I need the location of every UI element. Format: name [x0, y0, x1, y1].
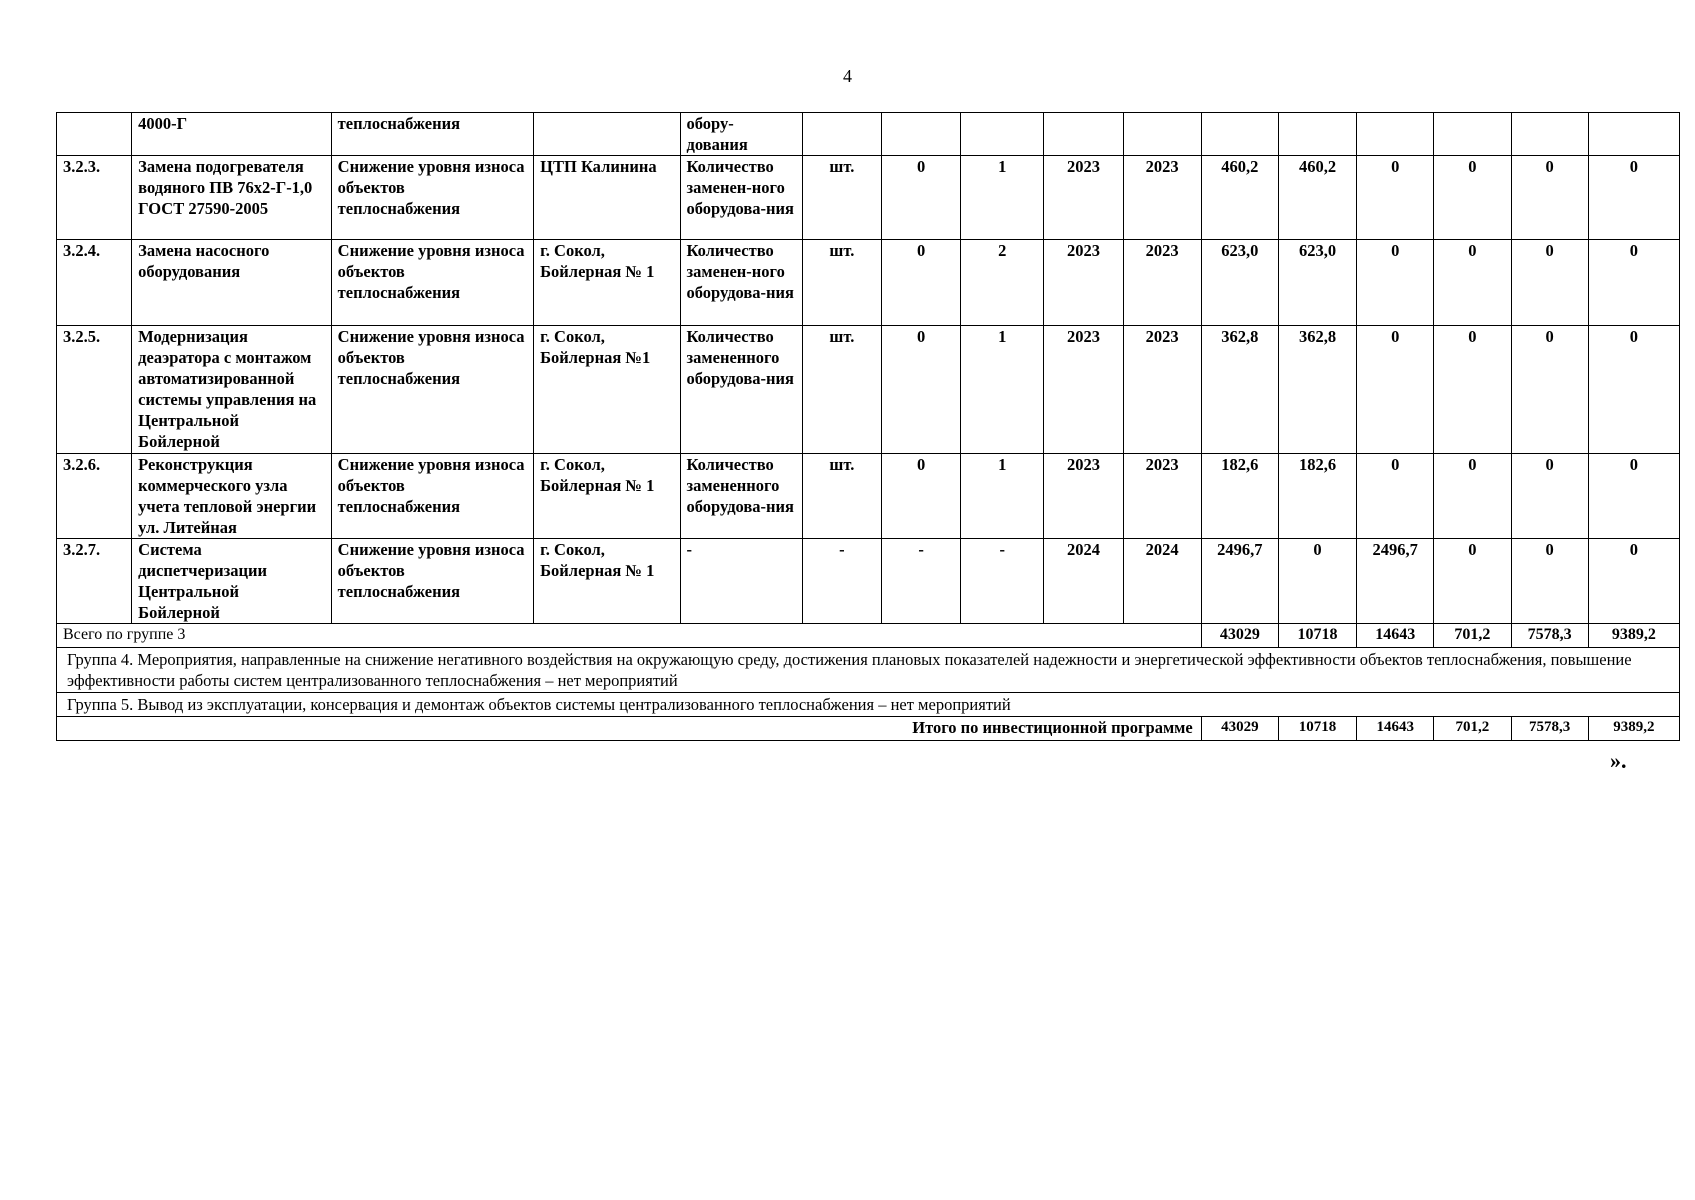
group4-row-text: Группа 4. Мероприятия, направленные на снижение негативного воздействия на окружающую среду, достижения плановых показателей надежности и энергетической эффективности объектов теплоснабжения, повышение эффективности работы систем централизованного теплоснабжения – нет мероприятий — [57, 648, 1680, 693]
cell-v4: 0 — [1511, 454, 1588, 539]
cell-empty — [802, 113, 881, 156]
cell-unit: шт. — [802, 454, 881, 539]
cell-qty-after: 1 — [961, 454, 1044, 539]
cell-empty — [1511, 113, 1588, 156]
cell-empty — [1588, 113, 1679, 156]
cell-goal: Снижение уровня износа объектов теплоснабжения — [331, 454, 533, 539]
cell-v4: 0 — [1511, 156, 1588, 240]
grand-total-row-label: Итого по инвестиционной программе — [57, 717, 1202, 741]
cell-v1: 0 — [1278, 539, 1356, 624]
cell-goal: Снижение уровня износа объектов теплоснабжения — [331, 539, 533, 624]
cell-name: Реконструкция коммерческого узла учета тепловой энергии ул. Литейная — [132, 454, 331, 539]
cell-place: г. Сокол, Бойлерная №1 — [534, 326, 680, 454]
cell-goal: Снижение уровня износа объектов теплоснабжения — [331, 326, 533, 454]
cell-name: 4000-Г — [132, 113, 331, 156]
cell-year-end: 2023 — [1123, 326, 1201, 454]
cell-v3: 0 — [1434, 156, 1511, 240]
cell-year-start: 2024 — [1044, 539, 1123, 624]
investment-program-table — [56, 112, 1680, 741]
cell-empty — [1123, 113, 1201, 156]
cell-v4: 0 — [1511, 240, 1588, 326]
table-row-continuation — [57, 113, 1680, 156]
cell-name: Замена подогревателя водяного ПВ 76х2-Г-1,0 ГОСТ 27590-2005 — [132, 156, 331, 240]
group3-total-row-v4: 7578,3 — [1511, 624, 1588, 648]
cell-v-total: 460,2 — [1201, 156, 1278, 240]
group3-total-row-v3: 701,2 — [1434, 624, 1511, 648]
cell-v2: 0 — [1357, 454, 1434, 539]
group3-total-row-v-total: 43029 — [1201, 624, 1278, 648]
cell-indicator: Количество заменен-ного оборудова-ния — [680, 240, 802, 326]
cell-qty-before: 0 — [881, 454, 960, 539]
cell-v2: 0 — [1357, 240, 1434, 326]
cell-empty — [1278, 113, 1356, 156]
cell-qty-after: 1 — [961, 156, 1044, 240]
cell-year-start: 2023 — [1044, 454, 1123, 539]
group5-row-text: Группа 5. Вывод из эксплуатации, консервация и демонтаж объектов системы централизованного теплоснабжения – нет мероприятий — [57, 693, 1680, 717]
grand-total-row-v2: 14643 — [1357, 717, 1434, 741]
closing-quote: ». — [1610, 748, 1627, 773]
cell-unit: шт. — [802, 240, 881, 326]
cell-name: Замена насосного оборудования — [132, 240, 331, 326]
cell-qty-after: 2 — [961, 240, 1044, 326]
cell-year-end: 2024 — [1123, 539, 1201, 624]
cell-unit: шт. — [802, 326, 881, 454]
cell-v3: 0 — [1434, 454, 1511, 539]
cell-year-start: 2023 — [1044, 240, 1123, 326]
group3-total-row-v1: 10718 — [1278, 624, 1356, 648]
cell-v5: 0 — [1588, 326, 1679, 454]
cell-empty — [1044, 113, 1123, 156]
cell-qty-before: 0 — [881, 156, 960, 240]
cell-year-end: 2023 — [1123, 240, 1201, 326]
cell-unit: шт. — [802, 156, 881, 240]
cell-v5: 0 — [1588, 156, 1679, 240]
cell-place: г. Сокол, Бойлерная № 1 — [534, 454, 680, 539]
cell-place: ЦТП Калинина — [534, 156, 680, 240]
cell-empty — [1357, 113, 1434, 156]
cell-v5: 0 — [1588, 240, 1679, 326]
group3-total-row-v2: 14643 — [1357, 624, 1434, 648]
cell-qty-after: 1 — [961, 326, 1044, 454]
cell-empty — [1201, 113, 1278, 156]
cell-place: г. Сокол, Бойлерная № 1 — [534, 240, 680, 326]
group5-row — [57, 693, 1680, 717]
cell-v3: 0 — [1434, 539, 1511, 624]
cell-unit: - — [802, 539, 881, 624]
cell-qty-before: 0 — [881, 326, 960, 454]
grand-total-row-v5: 9389,2 — [1588, 717, 1679, 741]
cell-qty-before: - — [881, 539, 960, 624]
cell-v1: 623,0 — [1278, 240, 1356, 326]
cell-v-total: 362,8 — [1201, 326, 1278, 454]
cell-v1: 460,2 — [1278, 156, 1356, 240]
cell-v4: 0 — [1511, 539, 1588, 624]
grand-total-row — [57, 717, 1680, 741]
cell-goal: теплоснабжения — [331, 113, 533, 156]
cell-num: 3.2.7. — [57, 539, 132, 624]
cell-v1: 182,6 — [1278, 454, 1356, 539]
cell-qty-before: 0 — [881, 240, 960, 326]
cell-name: Модернизация деаэратора с монтажом автоматизированной системы управления на Центральной Бойлерной — [132, 326, 331, 454]
cell-year-start: 2023 — [1044, 156, 1123, 240]
cell-place: г. Сокол, Бойлерная № 1 — [534, 539, 680, 624]
cell-v5: 0 — [1588, 454, 1679, 539]
table-row — [57, 326, 1680, 454]
group3-total-row — [57, 624, 1680, 648]
table-row — [57, 539, 1680, 624]
page-number: 4 — [843, 66, 852, 86]
cell-num: 3.2.4. — [57, 240, 132, 326]
cell-num — [57, 113, 132, 156]
cell-empty — [1434, 113, 1511, 156]
cell-v5: 0 — [1588, 539, 1679, 624]
cell-name: Система диспетчеризации Центральной Бойлерной — [132, 539, 331, 624]
cell-goal: Снижение уровня износа объектов теплоснабжения — [331, 240, 533, 326]
grand-total-row-v3: 701,2 — [1434, 717, 1511, 741]
grand-total-row-v4: 7578,3 — [1511, 717, 1588, 741]
cell-num: 3.2.6. — [57, 454, 132, 539]
cell-v1: 362,8 — [1278, 326, 1356, 454]
cell-indicator: Количество заменен-ного оборудова-ния — [680, 156, 802, 240]
cell-v2: 0 — [1357, 156, 1434, 240]
cell-v2: 2496,7 — [1357, 539, 1434, 624]
cell-indicator: обору- дования — [680, 113, 802, 156]
cell-indicator: - — [680, 539, 802, 624]
cell-goal: Снижение уровня износа объектов теплоснабжения — [331, 156, 533, 240]
grand-total-row-v-total: 43029 — [1201, 717, 1278, 741]
cell-year-start: 2023 — [1044, 326, 1123, 454]
cell-place — [534, 113, 680, 156]
cell-num: 3.2.3. — [57, 156, 132, 240]
grand-total-row-v1: 10718 — [1278, 717, 1356, 741]
cell-v4: 0 — [1511, 326, 1588, 454]
cell-v-total: 182,6 — [1201, 454, 1278, 539]
cell-empty — [961, 113, 1044, 156]
group3-total-row-label: Всего по группе 3 — [57, 624, 1202, 648]
cell-empty — [881, 113, 960, 156]
cell-indicator: Количество замененного оборудова-ния — [680, 454, 802, 539]
cell-v-total: 2496,7 — [1201, 539, 1278, 624]
cell-v3: 0 — [1434, 240, 1511, 326]
cell-indicator: Количество замененного оборудова-ния — [680, 326, 802, 454]
group4-row — [57, 648, 1680, 693]
cell-v3: 0 — [1434, 326, 1511, 454]
cell-num: 3.2.5. — [57, 326, 132, 454]
table-row — [57, 156, 1680, 240]
cell-v-total: 623,0 — [1201, 240, 1278, 326]
group3-total-row-v5: 9389,2 — [1588, 624, 1679, 648]
cell-qty-after: - — [961, 539, 1044, 624]
table-row — [57, 240, 1680, 326]
cell-year-end: 2023 — [1123, 156, 1201, 240]
cell-year-end: 2023 — [1123, 454, 1201, 539]
cell-v2: 0 — [1357, 326, 1434, 454]
table-row — [57, 454, 1680, 539]
